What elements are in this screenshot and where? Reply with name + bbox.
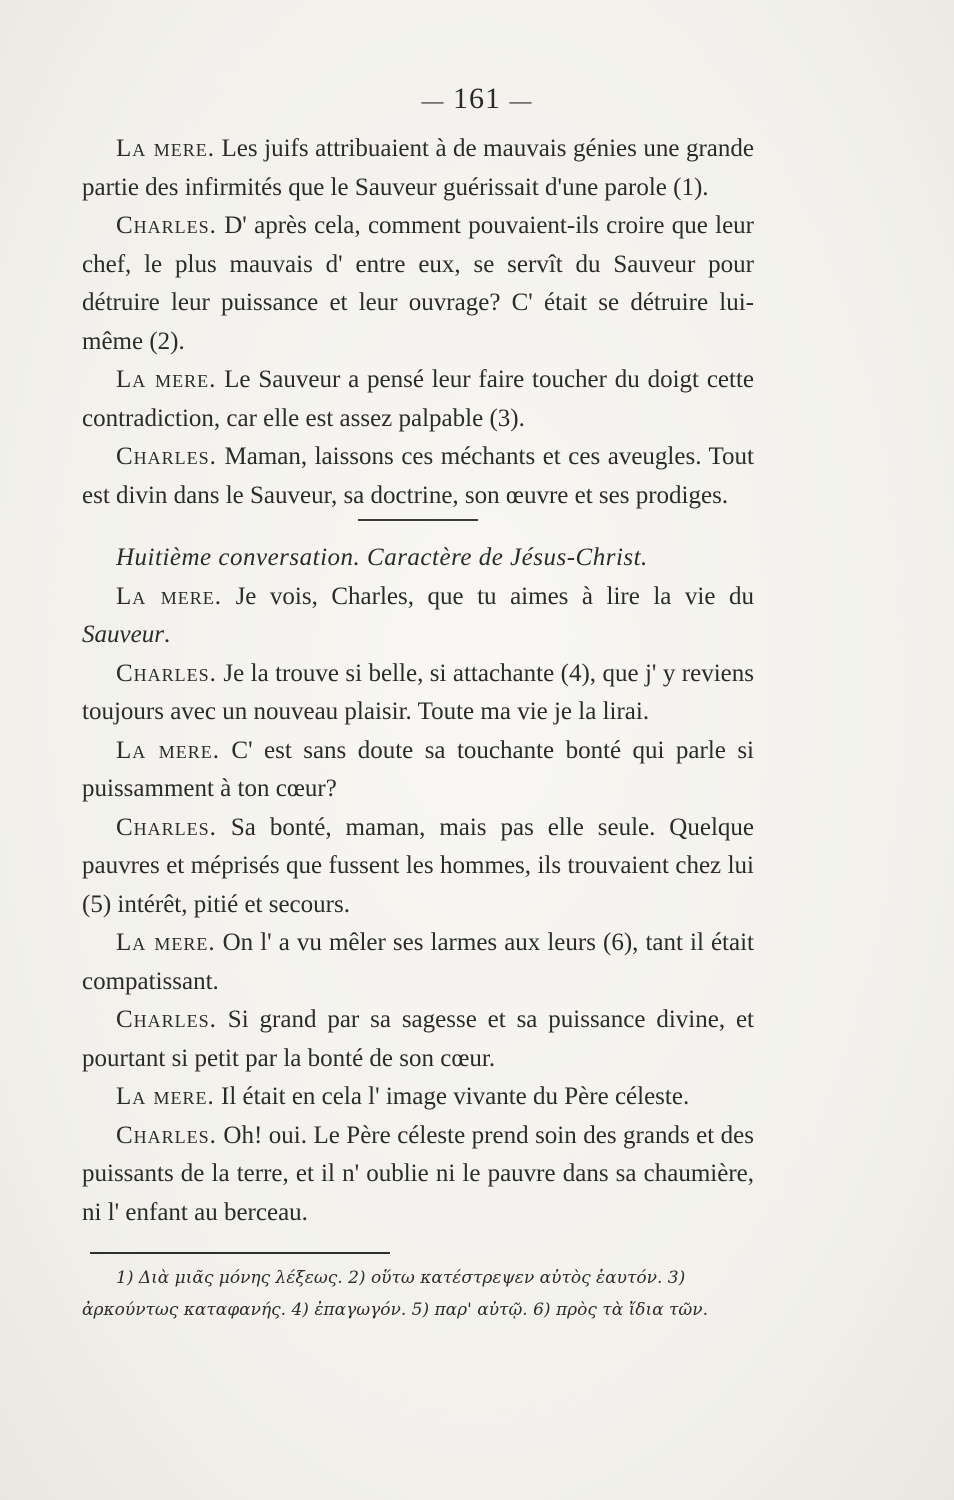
speaker-label: Charles. (116, 443, 217, 470)
dialogue-paragraph (82, 578, 754, 655)
paragraph-text: D' après cela, comment pouvaient-ils croire que leur chef, le plus mauvais d' entre eux, se servît du Sauveur pour détruire leur puissance et leur ouvrage? C' était se détruire lui-même (2). (82, 212, 754, 355)
dialogue-paragraph (82, 655, 754, 732)
dialogue-paragraph (82, 361, 754, 438)
page-number: 161 (453, 82, 501, 115)
dialogue-paragraph (82, 207, 754, 361)
speaker-label: La mere. (116, 582, 223, 610)
paragraph-text: On l' a vu mêler ses larmes aux leurs (6), tant il était compatissant. (82, 929, 754, 995)
dialogue-paragraph (82, 1078, 754, 1117)
footnotes: 1) Διὰ μιᾶς μόνης λέξεως. 2) οὕτω κατέστρεψεν αὐτὸς ἑαυτόν. 3) ἀρκούντως καταφανής. 4) ἐπαγωγόν. 5) παρ' αὐτῷ. 6) πρὸς τὰ ἴδια τῶν. (82, 1268, 709, 1320)
speaker-label: Charles. (116, 1006, 217, 1033)
speaker-label: Charles. (116, 1121, 217, 1149)
header-right-dash: — (509, 88, 533, 114)
dialogue-paragraph (82, 732, 754, 809)
speaker-label: Charles. (116, 659, 217, 687)
section-title: Huitième conversation. Caractère de Jésus-Christ. (116, 544, 648, 571)
header-left-dash: — (421, 88, 445, 114)
dialogue-paragraph (82, 438, 754, 515)
paragraph-text: Sa bonté, maman, mais pas elle seule. Quelque pauvres et méprisés que fussent les hommes, ils trouvaient chez lui (5) intérêt, pitié et secours. (82, 813, 754, 918)
speaker-label: Charles. (116, 212, 217, 239)
speaker-label: La mere. (116, 929, 216, 956)
paragraph-text: Maman, laissons ces méchants et ces aveugles. Tout est divin dans le Sauveur, sa doctrine, son œuvre et ses prodiges. (82, 443, 754, 509)
speaker-label: La mere. (116, 366, 217, 393)
dialogue-paragraph (82, 130, 754, 207)
dialogue-paragraph (82, 1001, 754, 1078)
dialogue-paragraph (82, 924, 754, 1001)
paragraph-text: Si grand par sa sagesse et sa puissance divine, et pourtant si petit par la bonté de son cœur. (82, 1006, 754, 1072)
speaker-label: La mere. (116, 1083, 215, 1110)
paragraph-text: Je la trouve si belle, si attachante (4), que j' y reviens toujours avec un nouveau plaisir. Toute ma vie je la lirai. (82, 659, 754, 725)
speaker-label: La mere. (116, 135, 216, 162)
dialogue-paragraph (82, 1117, 754, 1233)
paragraph-text: Il était en cela l' image vivante du Père céleste. (214, 1083, 690, 1110)
paragraph-text: Les juifs attribuaient à de mauvais génies une grande partie des infirmités que le Sauveur guérissait d'une parole (1). (82, 135, 754, 201)
speaker-label: Charles. (116, 813, 217, 841)
body-text (82, 130, 754, 1232)
italic-word: Sauveur (82, 621, 164, 648)
footnote-rule (90, 1252, 390, 1254)
dialogue-paragraph (82, 809, 754, 925)
paragraph-text: C' est sans doute sa touchante bonté qui parle si puissamment à ton cœur? (82, 736, 754, 802)
speaker-label: La mere. (116, 736, 220, 764)
paragraph-text: Oh! oui. Le Père céleste prend soin des grands et des puissants de la terre, et il n' oublie ni le pauvre dans sa chaumière, ni l' enfant au berceau. (82, 1121, 754, 1226)
paragraph-tail: . (163, 621, 171, 648)
section-divider (358, 519, 478, 521)
paragraph-text: Le Sauveur a pensé leur faire toucher du doigt cette contradiction, car elle est assez palpable (3). (82, 366, 754, 432)
paragraph-text: Je vois, Charles, que tu aimes à lire la vie du (222, 582, 754, 610)
page-header (0, 82, 954, 116)
